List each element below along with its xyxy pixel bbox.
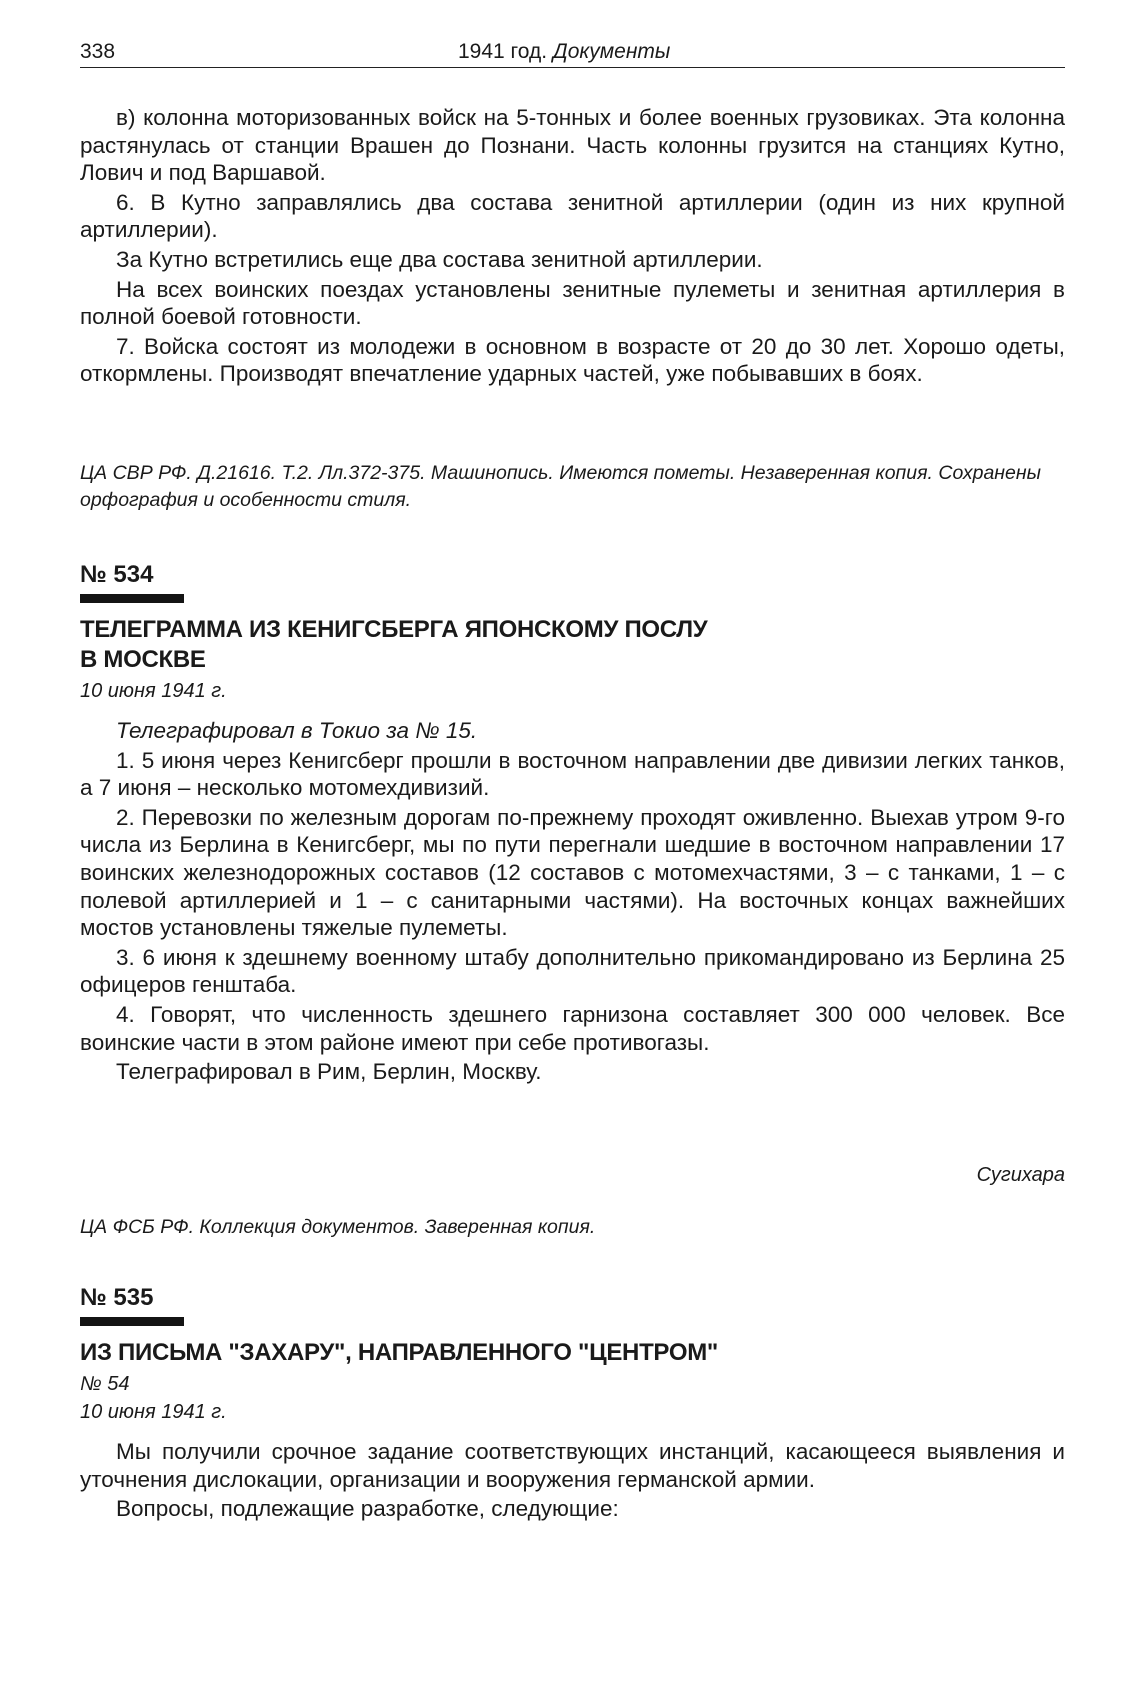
document-title-line2: В МОСКВЕ: [80, 646, 206, 673]
telegram-intro: Телеграфировал в Токио за № 15.: [116, 718, 478, 743]
running-head-year: 1941 год.: [458, 40, 548, 63]
document-534-header: [80, 560, 1065, 691]
document-535-meta: [80, 1370, 1065, 1426]
paragraph: Телеграфировал в Рим, Берлин, Москву.: [116, 1059, 542, 1085]
header-rule: [80, 67, 1065, 68]
document-535-body: [80, 1438, 1065, 1525]
paragraph: На всех воинских поездах установлены зенитные пулеметы и зенитная артиллерия в полной боевой готовности.: [80, 276, 1065, 330]
document-title: ИЗ ПИСЬМА "ЗАХАРУ", НАПРАВЛЕННОГО "ЦЕНТРОМ": [80, 1339, 718, 1366]
paragraph: За Кутно встретились еще два состава зенитной артиллерии.: [116, 246, 763, 272]
paragraph: 1. 5 июня через Кенигсберг прошли в восточном направлении две дивизии легких танков, а 7 июня – несколько мотомехдивизий.: [80, 747, 1065, 801]
document-date: 10 июня 1941 г.: [80, 680, 227, 702]
signature: Сугихара: [976, 1164, 1065, 1186]
document-date: 10 июня 1941 г.: [80, 1401, 227, 1423]
document-535-header: [80, 1283, 1065, 1368]
document-number-bar: [80, 1317, 184, 1326]
paragraph: 2. Перевозки по железным дорогам по-прежнему проходят оживленно. Выехав утром 9-го числа из Берлина в Кенигсберг, мы по пути перегнали шедшие в восточном направлении 17 воинских железнодорожных составов (12 составов с мотомехчастями, 3 – с танками, 1 – с полевой артиллерией и 1 – с санитарными частями). На восточных концах важнейших мостов установлены тяжелые пулеметы.: [80, 804, 1065, 941]
previous-document-continuation: [80, 104, 1065, 390]
document-number: № 535: [80, 1284, 154, 1311]
paragraph: 3. 6 июня к здешнему военному штабу дополнительно прикомандировано из Берлина 25 офицеров генштаба.: [80, 944, 1065, 998]
paragraph: Вопросы, подлежащие разработке, следующие:: [116, 1496, 619, 1522]
archival-source-note: ЦА ФСБ РФ. Коллекция документов. Заверенная копия.: [80, 1216, 596, 1238]
document-534-body: [80, 677, 1065, 1088]
document-reference-number: № 54: [80, 1373, 130, 1395]
paragraph: 4. Говорят, что численность здешнего гарнизона составляет 300 000 человек. Все воинские части в этом районе имеют при себе противогазы.: [80, 1001, 1065, 1055]
document-number-bar: [80, 594, 184, 603]
archival-source-note: ЦА СВР РФ. Д.21616. Т.2. Лл.372-375. Машинопись. Имеются пометы. Незаверенная копия. Сохранены орфография и особенности стиля.: [80, 462, 1041, 511]
paragraph: 6. В Кутно заправлялись два состава зенитной артиллерии (один из них крупной артиллерии).: [80, 189, 1065, 243]
paragraph: 7. Войска состоят из молодежи в основном в возрасте от 20 до 30 лет. Хорошо одеты, откормлены. Производят впечатление ударных частей, уже побывавших в боях.: [80, 333, 1065, 387]
paragraph: в) колонна моторизованных войск на 5-тонных и более военных грузовиках. Эта колонна растянулась от станции Врашен до Познани. Часть колонны грузится на станциях Кутно, Лович и под Варшавой.: [80, 105, 1065, 186]
document-title-line1: ТЕЛЕГРАММА ИЗ КЕНИГСБЕРГА ЯПОНСКОМУ ПОСЛУ: [80, 616, 708, 643]
page-number: 338: [80, 40, 116, 63]
document-page: [80, 36, 1065, 1522]
running-head-section: Документы: [552, 40, 671, 63]
document-number: № 534: [80, 561, 154, 588]
running-head: [80, 36, 1065, 66]
running-head-title: [458, 40, 670, 64]
paragraph: Мы получили срочное задание соответствующих инстанций, касающееся выявления и уточнения дислокации, организации и вооружения германской армии.: [80, 1439, 1065, 1492]
